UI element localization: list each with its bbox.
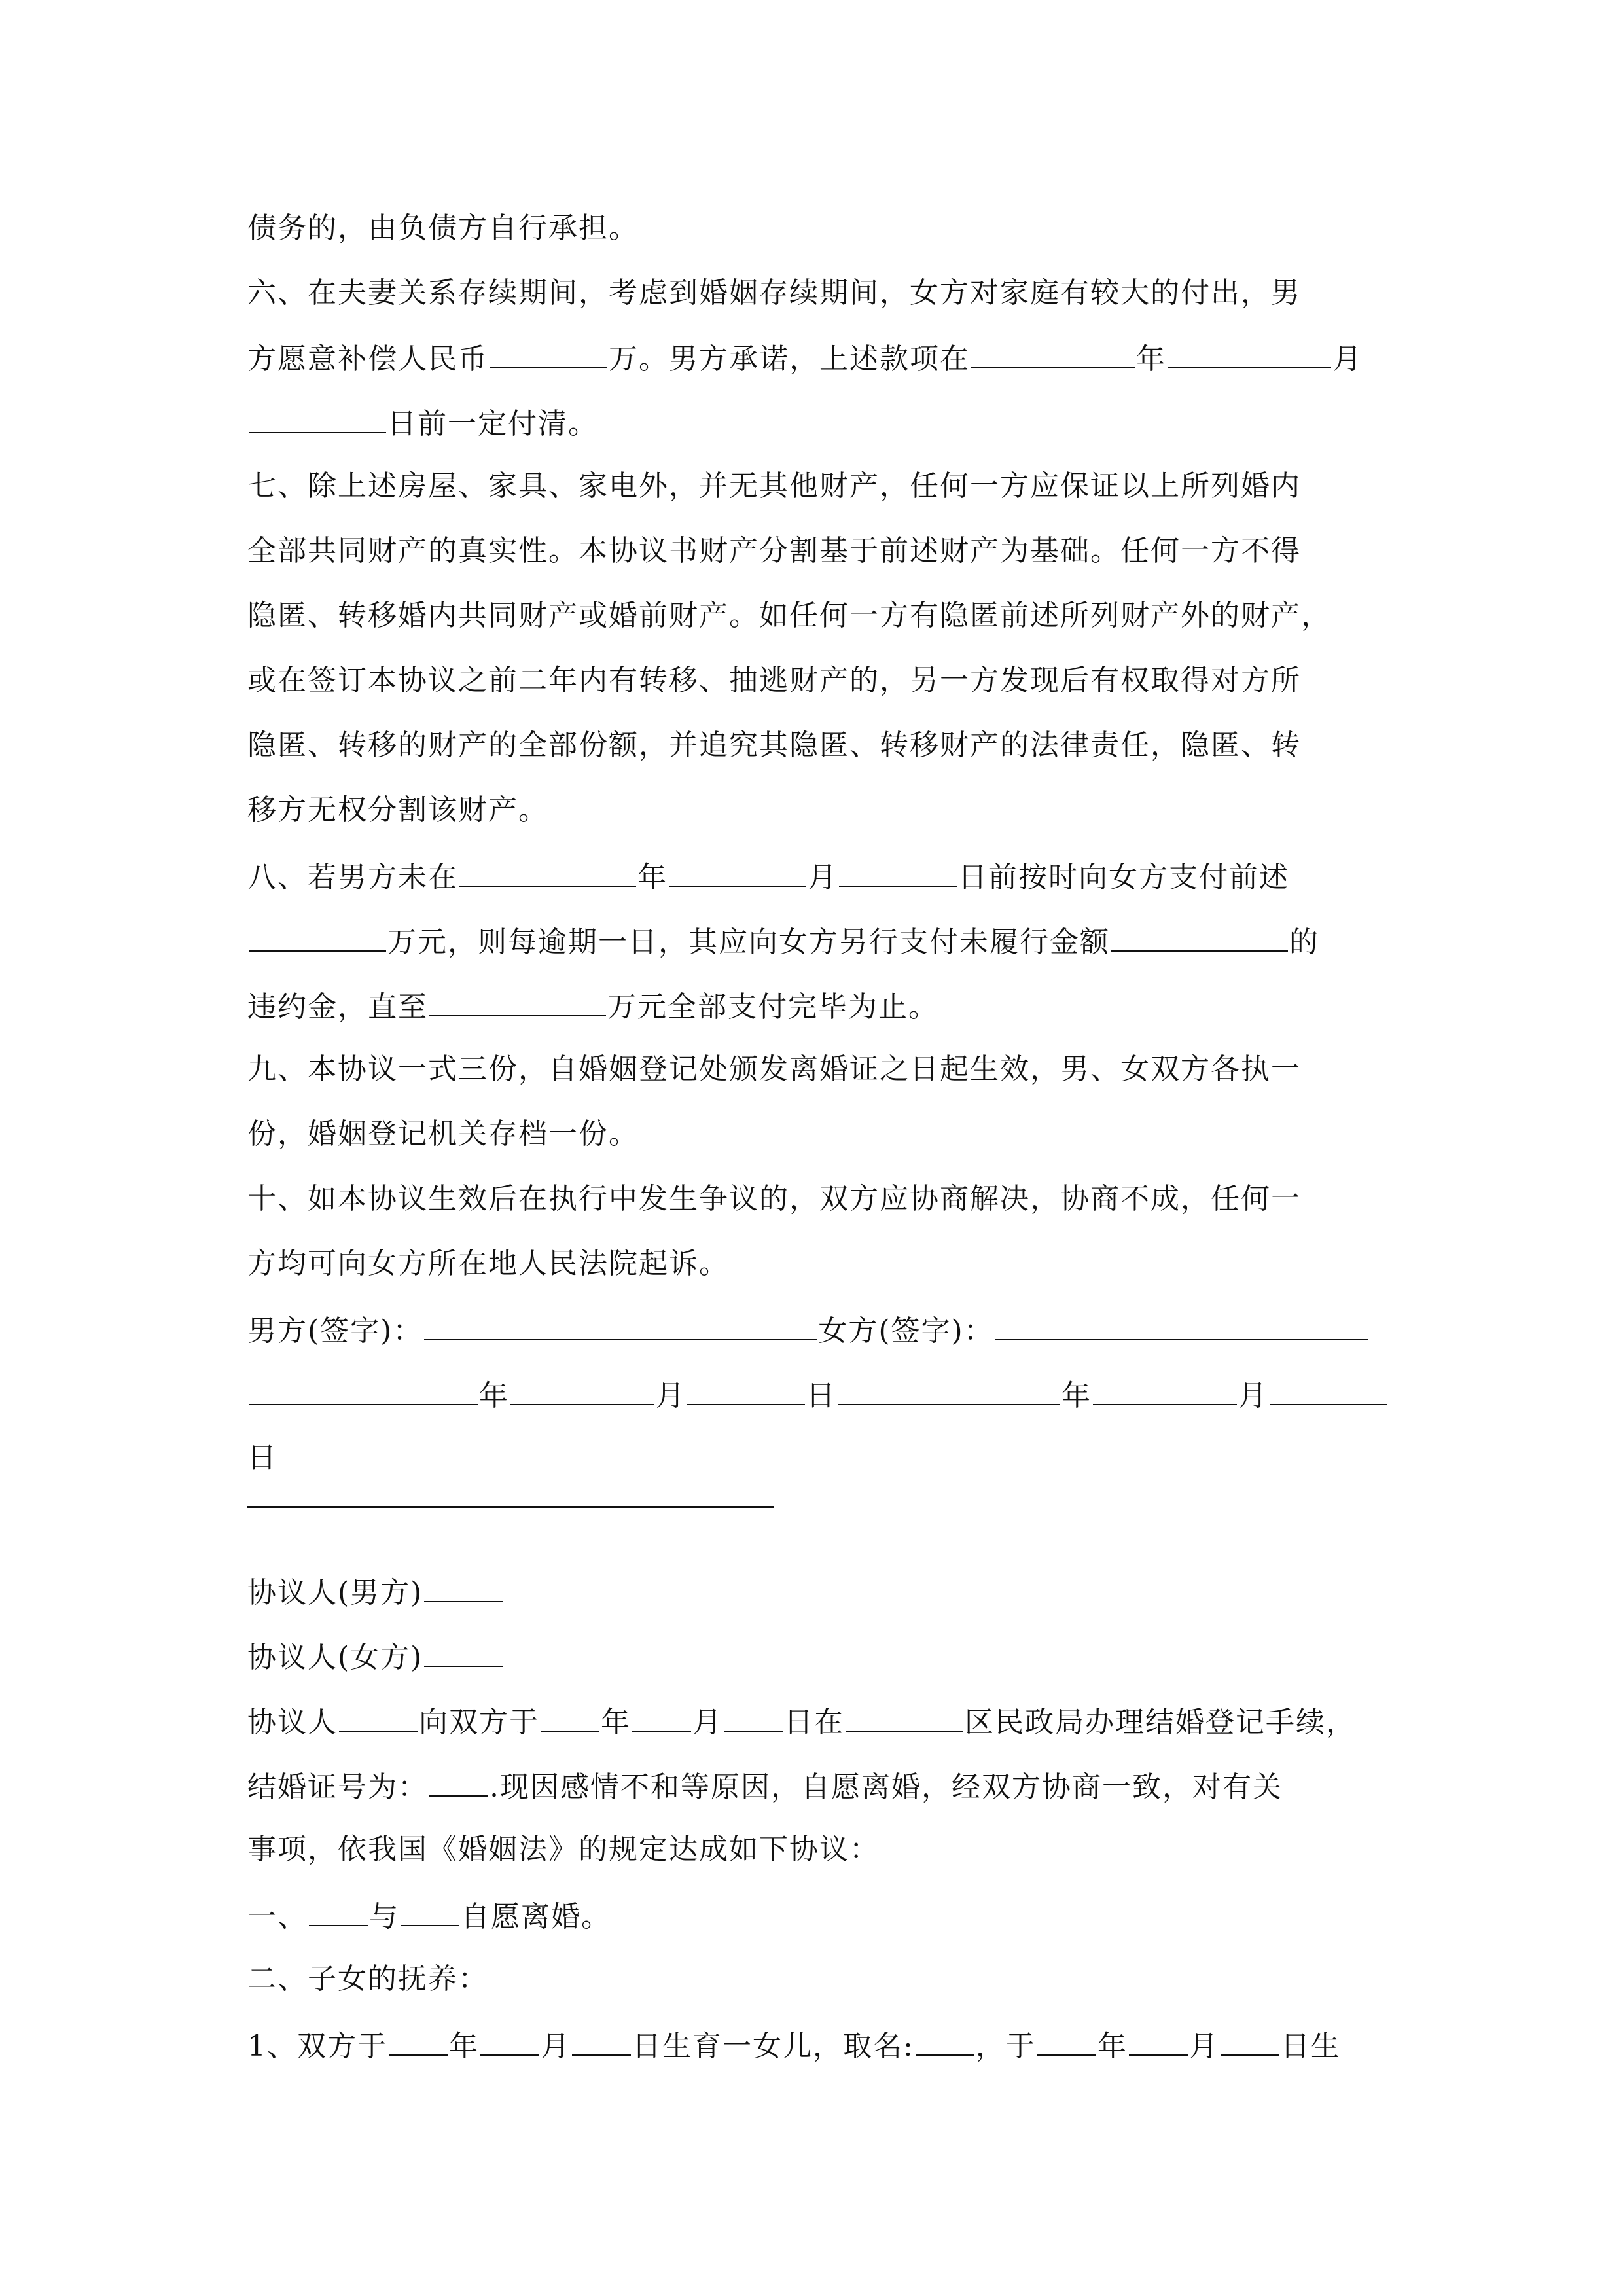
clause-1-line: [247, 1896, 1386, 1935]
line-text: 日前一定付清。: [387, 407, 598, 440]
clause-7-line-4: [247, 662, 1386, 699]
year-blank[interactable]: [971, 338, 1135, 368]
line-text: 区民政局办理结婚登记手续，: [965, 1706, 1356, 1739]
male-month-blank[interactable]: [510, 1375, 654, 1405]
district-blank[interactable]: [846, 1702, 963, 1732]
party-blank[interactable]: [309, 1896, 368, 1926]
amount-blank[interactable]: [1111, 922, 1288, 952]
line-text: .现因感情不和等原因，自愿离婚，经双方协商一致，对有关: [490, 1770, 1283, 1804]
amount-blank[interactable]: [249, 922, 386, 952]
line-text: 与: [369, 1900, 399, 1933]
intro-line-2: [247, 1767, 1386, 1806]
clause-6-line-3: [247, 403, 1386, 442]
line-text: 债务的，由负债方自行承担。: [247, 211, 639, 245]
line-text: 日生育一女儿，取名:: [632, 2030, 914, 2063]
line-text: 移方无权分割该财产。: [247, 793, 548, 827]
line-text: 月: [1332, 342, 1363, 376]
female-signature-label: 女方(签字)：: [818, 1314, 994, 1348]
line-text: 隐匿、转移的财产的全部份额，并追究其隐匿、转移财产的法律责任，隐匿、转: [247, 728, 1301, 762]
clause-10-line-2: [247, 1246, 1386, 1282]
line-text: 年: [449, 2030, 479, 2063]
clause-8-line-1: [247, 857, 1386, 896]
line-text: 日生: [1280, 2030, 1341, 2063]
signature-line: [247, 1310, 1386, 1350]
year-blank[interactable]: [389, 2026, 448, 2056]
month-blank[interactable]: [632, 1702, 691, 1732]
name-blank[interactable]: [916, 2026, 974, 2056]
month-blank[interactable]: [669, 857, 806, 887]
line-text: 自愿离婚。: [461, 1900, 611, 1933]
signature-date-line: [247, 1375, 1386, 1414]
amount-blank[interactable]: [429, 986, 606, 1016]
year-blank[interactable]: [1037, 2026, 1096, 2056]
line-text: 月: [1188, 2030, 1219, 2063]
line-text: 隐匿、转移婚内共同财产或婚前财产。如任何一方有隐匿前述所列财产外的财产，: [247, 599, 1331, 632]
line-text: 年: [1097, 2030, 1128, 2063]
line-text: 万元，则每逾期一日，其应向女方另行支付未履行金额: [387, 925, 1110, 959]
line-text: 年: [601, 1706, 631, 1739]
line-text: 七、除上述房屋、家具、家电外，并无其他财产，任何一方应保证以上所列婚内: [247, 469, 1301, 503]
line-text: 八、若男方未在: [247, 861, 458, 894]
line-text: 全部共同财产的真实性。本协议书财产分割基于前述财产为基础。任何一方不得: [247, 534, 1301, 567]
line-text: 月: [541, 2030, 571, 2063]
day-blank[interactable]: [572, 2026, 631, 2056]
year-blank[interactable]: [541, 1702, 599, 1732]
day-blank[interactable]: [839, 857, 957, 887]
party-female-line: [247, 1637, 1386, 1676]
clause-6-line-2: [247, 338, 1386, 378]
line-text: 年: [1061, 1379, 1092, 1412]
male-year-blank[interactable]: [249, 1375, 478, 1405]
day-blank[interactable]: [724, 1702, 783, 1732]
male-day-blank[interactable]: [687, 1375, 805, 1405]
clause-7-line-1: [247, 468, 1386, 505]
party-female-label: 协议人(女方): [247, 1641, 423, 1674]
clause-6-line-1: [247, 275, 1386, 312]
clause-8-line-2: [247, 922, 1386, 961]
line-text: 一、: [247, 1900, 308, 1933]
line-text: 年: [479, 1379, 509, 1412]
line-text: 协议人: [247, 1706, 338, 1739]
line-text: 日前按时向女方支付前述: [958, 861, 1289, 894]
child-line: [247, 2026, 1386, 2065]
clause-7-line-5: [247, 727, 1386, 764]
month-blank[interactable]: [1129, 2026, 1188, 2056]
line-text: 结婚证号为：: [247, 1770, 428, 1804]
clause-10-line-1: [247, 1181, 1386, 1217]
female-signature-field[interactable]: [995, 1310, 1368, 1340]
clause-2-heading: [247, 1961, 1386, 1998]
clause-9-line-2: [247, 1116, 1386, 1153]
line-text: 年: [1136, 342, 1166, 376]
text-line: [247, 210, 1386, 247]
party-female-blank[interactable]: [424, 1637, 503, 1667]
clause-7-line-3: [247, 598, 1386, 634]
amount-blank[interactable]: [490, 338, 607, 368]
section-divider: [247, 1506, 774, 1508]
line-text: 日: [806, 1379, 836, 1412]
line-text: 月: [808, 861, 838, 894]
line-text: 的: [1289, 925, 1319, 959]
day-blank[interactable]: [249, 403, 386, 433]
male-signature-field[interactable]: [424, 1310, 817, 1340]
line-text: 向双方于: [419, 1706, 539, 1739]
line-text: 十、如本协议生效后在执行中发生争议的，双方应协商解决，协商不成，任何一: [247, 1182, 1301, 1215]
party-blank[interactable]: [339, 1702, 418, 1732]
clause-8-line-3: [247, 986, 1386, 1026]
line-text: 1、双方于: [247, 2030, 387, 2063]
line-text: 六、在夫妻关系存续期间，考虑到婚姻存续期间，女方对家庭有较大的付出，男: [247, 276, 1301, 310]
party-blank[interactable]: [401, 1896, 459, 1926]
month-blank[interactable]: [1168, 338, 1331, 368]
line-text: 方愿意补偿人民币: [247, 342, 488, 376]
line-text: 事项，依我国《婚姻法》的规定达成如下协议：: [247, 1833, 880, 1866]
text-line: [247, 1440, 1386, 1477]
female-month-blank[interactable]: [1093, 1375, 1237, 1405]
female-day-blank[interactable]: [1270, 1375, 1387, 1405]
line-text: 月: [656, 1379, 686, 1412]
female-year-blank[interactable]: [838, 1375, 1060, 1405]
line-text: 违约金，直至: [247, 990, 428, 1024]
year-blank[interactable]: [459, 857, 636, 887]
line-text: 九、本协议一式三份，自婚姻登记处颁发离婚证之日起生效，男、女双方各执一: [247, 1052, 1301, 1086]
line-text: 年: [637, 861, 668, 894]
line-text: 月: [692, 1706, 722, 1739]
line-text: 日: [247, 1441, 277, 1475]
line-text: 份，婚姻登记机关存档一份。: [247, 1117, 639, 1151]
clause-9-line-1: [247, 1051, 1386, 1088]
line-text: 月: [1238, 1379, 1268, 1412]
intro-line-3: [247, 1831, 1386, 1868]
line-text: 或在签订本协议之前二年内有转移、抽逃财产的，另一方发现后有权取得对方所: [247, 664, 1301, 697]
line-text: ，于: [975, 2030, 1036, 2063]
party-male-line: [247, 1572, 1386, 1611]
clause-7-line-2: [247, 533, 1386, 569]
clause-7-line-6: [247, 792, 1386, 829]
party-male-label: 协议人(男方): [247, 1576, 423, 1609]
day-blank[interactable]: [1221, 2026, 1279, 2056]
line-text: 日在: [784, 1706, 844, 1739]
line-text: 二、子女的抚养：: [247, 1962, 488, 1996]
month-blank[interactable]: [480, 2026, 539, 2056]
certificate-number-blank[interactable]: [429, 1767, 488, 1797]
line-text: 方均可向女方所在地人民法院起诉。: [247, 1247, 729, 1280]
intro-line-1: [247, 1702, 1386, 1741]
male-signature-label: 男方(签字)：: [247, 1314, 423, 1348]
party-male-blank[interactable]: [424, 1572, 503, 1602]
line-text: 万元全部支付完毕为止。: [607, 990, 938, 1024]
line-text: 万。男方承诺，上述款项在: [609, 342, 970, 376]
